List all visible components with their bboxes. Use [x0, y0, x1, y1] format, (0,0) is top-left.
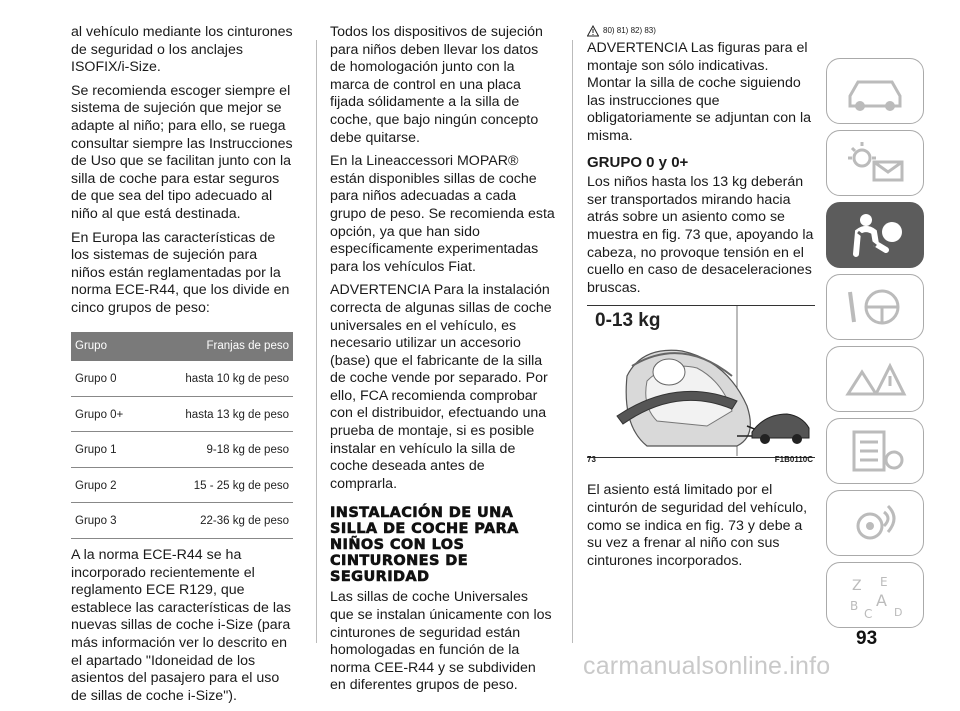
table-cell: 22-36 kg de peso — [145, 503, 293, 539]
table-row — [71, 432, 293, 468]
table-row — [71, 361, 293, 396]
column-middle — [330, 24, 555, 701]
multimedia-icon — [840, 498, 910, 548]
paragraph: En Europa las características de los sistemas de sujeción para niños están reglamentadas por la norma ECE-R44, que los divide en cinco grupos de peso: — [71, 229, 290, 316]
tab-starting-driving[interactable] — [826, 274, 924, 340]
table-row — [71, 503, 293, 539]
table-cell: Grupo 3 — [71, 503, 145, 539]
table-header: Franjas de peso — [145, 332, 293, 362]
table-cell: Grupo 0+ — [71, 396, 145, 432]
table-cell: hasta 10 kg de peso — [145, 361, 293, 396]
page-number: 93 — [856, 628, 878, 649]
maintenance-checklist-icon — [840, 426, 910, 476]
svg-text:E: E — [880, 575, 888, 589]
column-left — [71, 24, 293, 711]
paragraph: Se recomienda escoger siempre el sistema de sujeción que mejor se adapte al niño; para ello, se ruega consultar siempre las Instrucciones de Uso que se facilitan junto con la silla de coche para estar seguros de que sea del tipo adecuado al niño al que está destinada. — [71, 82, 293, 222]
watermark: carmanualsonline.info — [583, 652, 831, 680]
svg-text:Z: Z — [852, 578, 862, 594]
seat-belt-safety-icon — [840, 210, 910, 260]
tab-dashboard[interactable] — [826, 58, 924, 124]
svg-text:A: A — [876, 591, 887, 610]
table-cell: Grupo 1 — [71, 432, 145, 468]
table-cell: hasta 13 kg de peso — [145, 396, 293, 432]
tab-multimedia[interactable] — [826, 490, 924, 556]
car-dashboard-icon — [840, 66, 910, 116]
tab-index[interactable] — [826, 562, 924, 628]
figure-child-seat — [587, 305, 815, 470]
table-row — [71, 467, 293, 503]
paragraph: El asiento está limitado por el cinturón de seguridad del vehículo, como se indica en fig. 73 y debe a su vez a frenar al niño con sus cinturones incorporados. — [587, 482, 808, 569]
column-right — [587, 24, 815, 576]
tab-safety[interactable] — [826, 202, 924, 268]
tab-lights[interactable] — [826, 130, 924, 196]
rear-facing-child-seat-illustration — [587, 306, 815, 456]
table-cell: Grupo 2 — [71, 467, 145, 503]
table-cell: 15 - 25 kg de peso — [145, 467, 293, 503]
section-heading: INSTALACIÓN DE UNA SILLA DE COCHE PARA NIÑOS CON LOS CINTURONES DE SEGURIDAD — [330, 505, 519, 586]
tab-maintenance[interactable] — [826, 418, 924, 484]
lights-indicators-icon — [840, 138, 910, 188]
warning-references — [587, 24, 815, 38]
road-warning-icon — [840, 354, 910, 404]
paragraph: Los niños hasta los 13 kg deberán ser transportados mirando hacia atrás sobre un asiento como se muestra en fig. 73 que, apoyando la cabeza, no provoque tensión en el cuello en caso de desaceleraciones bruscas. — [587, 174, 814, 296]
figure-number: 73 — [587, 454, 596, 464]
paragraph: al vehículo mediante los cinturones de seguridad o los anclajes ISOFIX/i-Size. — [71, 24, 293, 76]
svg-text:D: D — [894, 606, 903, 619]
paragraph: Las sillas de coche Universales que se instalan únicamente con los cinturones de seguridad están homologadas en función de la norma CEE-R44 y se subdividen en diferentes grupos de peso. — [330, 589, 552, 694]
figure-title: 0-13 kg — [595, 310, 661, 332]
table-cell: 9-18 kg de peso — [145, 432, 293, 468]
tab-emergency[interactable] — [826, 346, 924, 412]
chapter-tabs — [826, 58, 924, 634]
paragraph: ADVERTENCIA Las figuras para el montaje son sólo indicativas. Montar la silla de coche siguiendo las instrucciones que obligatoriamente se adjuntan con la misma. — [587, 40, 812, 144]
paragraph: A la norma ECE-R44 se ha incorporado recientemente el reglamento ECE R129, que establece las características de las nuevas sillas de coche i-Size (para más información ver lo descrito en el apartado "Idoneidad de los asientos del pasajero para el uso de sillas de coche i-Size"). — [71, 547, 292, 704]
index-letters-icon — [840, 570, 910, 620]
table-cell: Grupo 0 — [71, 361, 145, 396]
table-row — [71, 396, 293, 432]
paragraph: Todos los dispositivos de sujeción para niños deben llevar los datos de homologación junto con la marca de control en una placa fijada sólidamente a la silla de coche, que bajo ningún concepto debe quitarse. — [330, 24, 543, 146]
table-header: Grupo — [71, 332, 145, 362]
svg-text:B: B — [850, 599, 859, 613]
figure-code: F1B0110C — [774, 454, 813, 464]
weight-groups-table — [71, 332, 293, 540]
steering-wheel-icon — [840, 282, 910, 332]
column-divider — [572, 40, 573, 643]
warning-triangle-icon — [587, 25, 599, 37]
warning-refs-text: 80) 81) 82) 83) — [603, 26, 656, 36]
column-divider — [316, 40, 317, 643]
subheading: GRUPO 0 y 0+ — [587, 153, 689, 171]
paragraph: En la Lineaccessori MOPAR® están disponibles sillas de coche para niños adecuadas a cada grupo de peso. Se recomienda esta opción, ya que han sido específicamente experimentadas para los vehículos Fiat. — [330, 153, 555, 275]
paragraph: ADVERTENCIA Para la instalación correcta de algunas sillas de coche universales en el vehículo, es necesario utilizar un accesorio (base) que el fabricante de la silla de coche vende por separado. Por ello, FCA recomienda comprobar con el distribuidor, efectuando una prueba de montaje, si es posible instalar en vehículo la silla de coche deseada antes de comprarla. — [330, 282, 552, 492]
svg-text:C: C — [864, 607, 873, 620]
